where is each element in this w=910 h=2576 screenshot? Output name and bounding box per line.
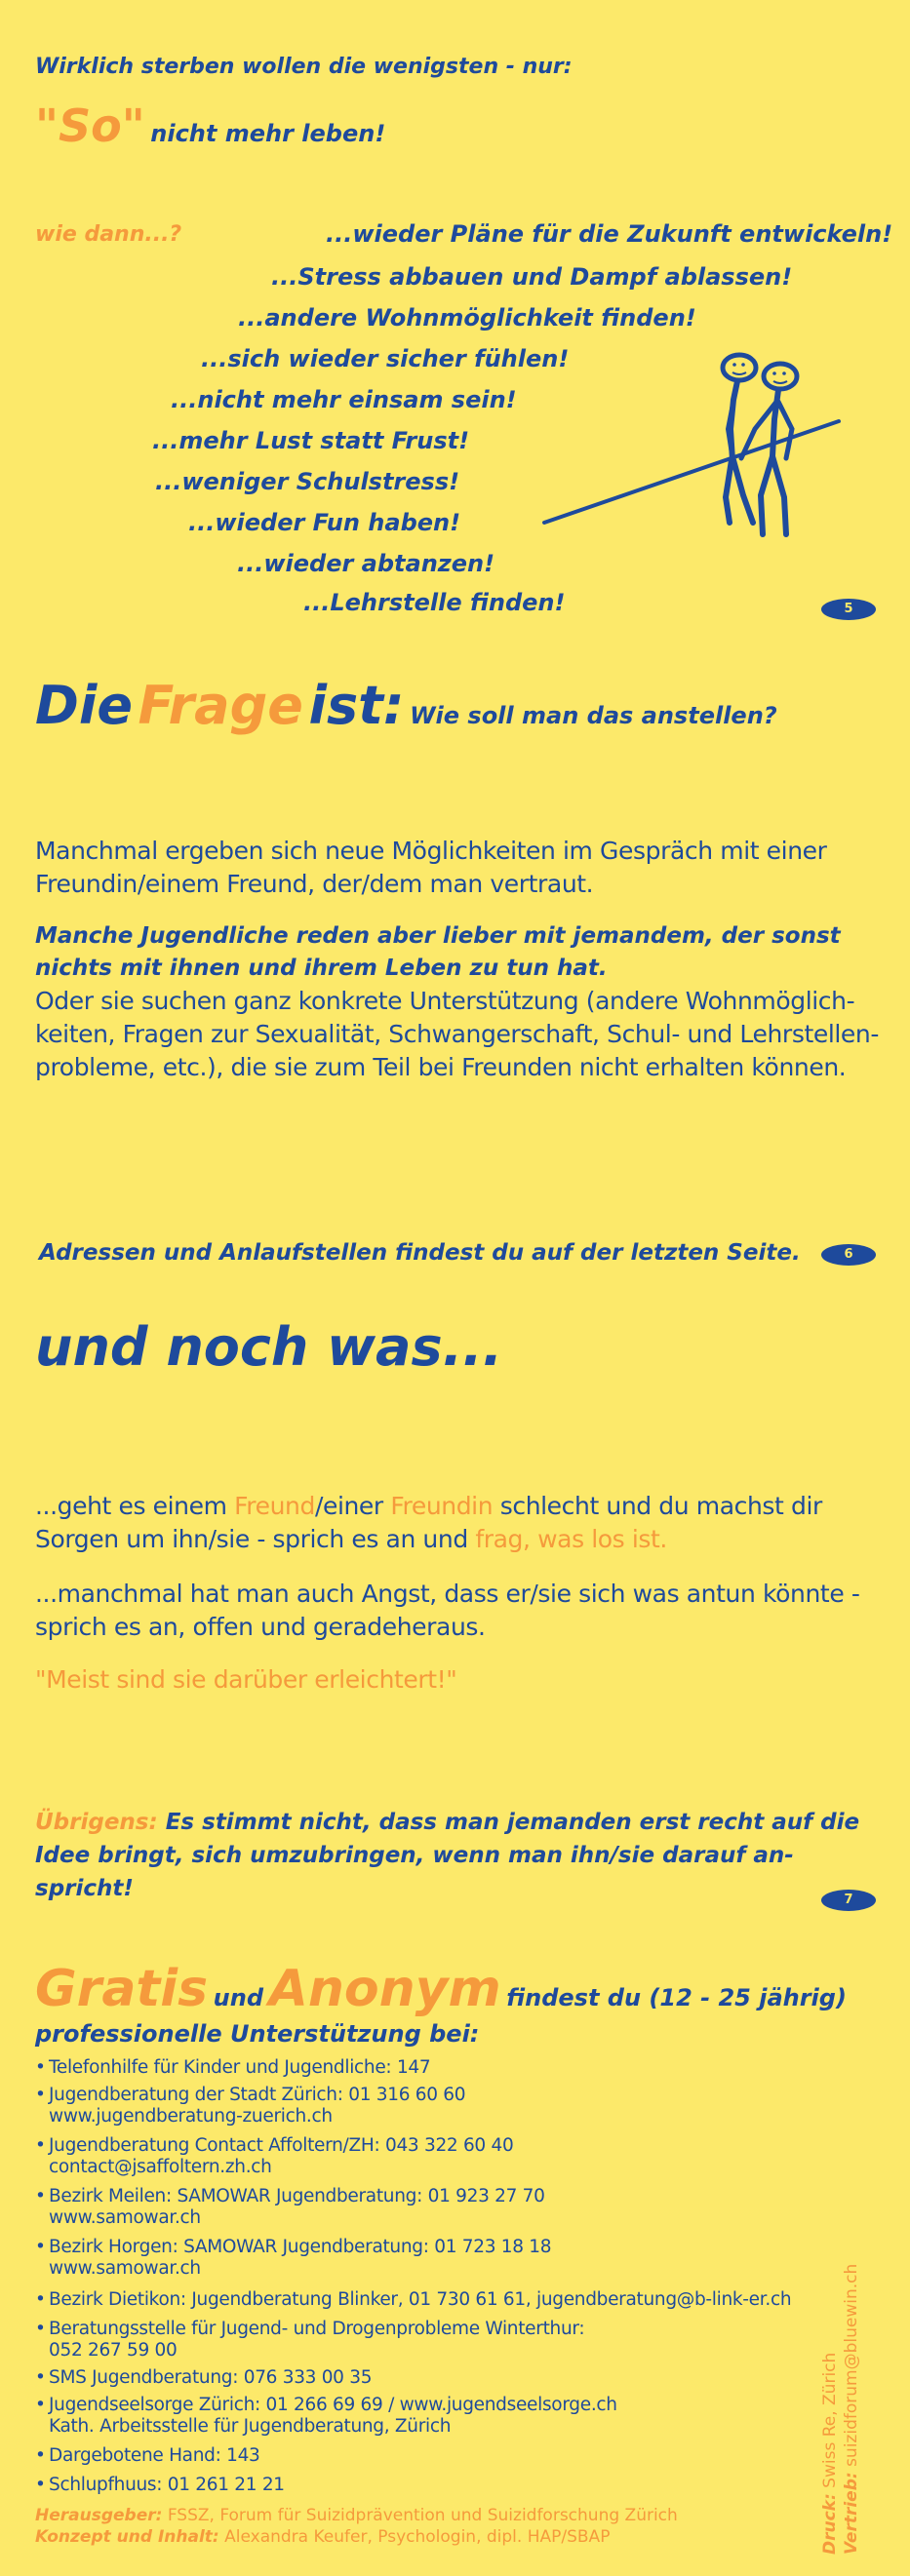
frage-headline [35, 675, 777, 736]
intro-headline [35, 99, 385, 152]
anonym-word: Anonym [268, 1960, 501, 2018]
contact-2-sub: contact@jsaffoltern.zh.ch [49, 2157, 272, 2177]
noch-para1-b: /einer [314, 1492, 391, 1520]
contact-5: • Bezirk Dietikon: Jugendberatung Blinker, 01 730 61 61, jugendberatung@b-link-er.ch [35, 2289, 792, 2310]
quote: "Meist sind sie darüber erleichtert!" [35, 1665, 457, 1694]
wish-6: ...weniger Schulstress! [155, 468, 460, 495]
para2-bold: Manche Jugendliche reden aber lieber mit jemandem, der sonst nichts mit ihnen und ihrem Leben zu tun hat. [35, 923, 841, 981]
konzept-label: Konzept und Inhalt: [35, 2527, 219, 2547]
ist-word: ist: [308, 675, 405, 736]
druck-label: Druck: [820, 2493, 840, 2555]
wish-4: ...nicht mehr einsam sein! [171, 386, 517, 413]
contact-3-sub: www.samowar.ch [49, 2207, 201, 2228]
uebrigens-label: Übrigens: [35, 1810, 158, 1835]
wish-0: ...wieder Pläne für die Zukunft entwickeln! [326, 220, 893, 248]
und-word: und [213, 1984, 263, 2011]
contact-4-sub: www.samowar.ch [49, 2258, 201, 2279]
wish-5: ...mehr Lust statt Frust! [152, 427, 470, 454]
noch-para1-c: schlecht und du machst dir Sorgen um ihn/sie - sprich es an und [35, 1492, 822, 1553]
so-word: "So" [35, 99, 145, 152]
die-word: Die [35, 675, 133, 736]
noch-para1 [35, 1490, 874, 1556]
herausgeber-label: Herausgeber: [35, 2506, 163, 2525]
gratis-word: Gratis [35, 1960, 209, 2018]
freundin-word: Freundin [390, 1492, 494, 1520]
gratis-rest: findest du (12 - 25 jährig) [506, 1984, 847, 2011]
freund-word: Freund [234, 1492, 315, 1520]
frage-word: Frage [138, 675, 303, 736]
gratis-headline [35, 1960, 847, 2018]
page-number-7: 7 [821, 1890, 876, 1911]
contact-2-line: Jugendberatung Contact Affoltern/ZH: 043 322 60 40 [49, 2135, 514, 2156]
contact-7-line: SMS Jugendberatung: 076 333 00 35 [49, 2367, 373, 2388]
wish-3: ...sich wieder sicher fühlen! [201, 345, 570, 372]
contact-10: • Schlupfhuus: 01 261 21 21 [35, 2475, 285, 2495]
contact-6: • Beratungsstelle für Jugend- und Drogenprobleme Winterthur: 052 267 59 00 [35, 2319, 585, 2361]
konzept-value: Alexandra Keufer, Psychologin, dipl. HAP/SBAP [224, 2527, 611, 2547]
intro-rest: nicht mehr leben! [150, 120, 386, 147]
contact-1-sub: www.jugendberatung-zuerich.ch [49, 2106, 333, 2127]
footer-herausgeber [35, 2506, 678, 2525]
contact-3-line: Bezirk Meilen: SAMOWAR Jugendberatung: 01 923 27 70 [49, 2186, 545, 2206]
vertrieb-value: suizidforum@bluewin.ch [842, 2263, 861, 2467]
frage-question: Wie soll man das anstellen? [410, 702, 777, 729]
adressen-hint: Adressen und Anlaufstellen findest du auf der letzten Seite. [39, 1240, 801, 1266]
wie-dann: wie dann...? [35, 222, 182, 247]
vertrieb-label: Vertrieb: [842, 2472, 861, 2555]
uebrigens-text: Es stimmt nicht, dass man jemanden erst recht auf die Idee bringt, sich umzubringen, wenn man ihn/sie darauf an-spricht! [35, 1810, 860, 1901]
noch-para1-a: ...geht es einem [35, 1492, 235, 1520]
footer-konzept [35, 2527, 610, 2547]
contact-8: • Jugendseelsorge Zürich: 01 266 69 69 / www.jugendseelsorge.ch Kath. Arbeitsstelle für Jugendberatung, Zürich [35, 2395, 617, 2437]
page-number-5: 5 [821, 599, 876, 620]
para1: Manchmal ergeben sich neue Möglichkeiten im Gespräch mit einer Freundin/einem Freund, der/dem man vertraut. [35, 837, 827, 898]
herausgeber-value: FSSZ, Forum für Suizidprävention und Suizidforschung Zürich [167, 2506, 678, 2525]
noch-was-headline: und noch was... [35, 1316, 503, 1378]
para2-rest: Oder sie suchen ganz konkrete Unterstützung (andere Wohnmöglich-keiten, Fragen zur Sexualität, Schwangerschaft, Schul- und Lehrstellen-probleme, etc.), die sie zum Teil bei Freunden nicht erhalten können. [35, 987, 879, 1081]
contact-1: • Jugendberatung der Stadt Zürich: 01 316 60 60 www.jugendberatung-zuerich.ch [35, 2085, 466, 2127]
contact-7: • SMS Jugendberatung: 076 333 00 35 [35, 2367, 373, 2388]
stick-figures-illustration [534, 351, 856, 546]
wish-1: ...Stress abbauen und Dampf ablassen! [271, 263, 793, 291]
page-number-6: 6 [821, 1244, 876, 1266]
contact-2: • Jugendberatung Contact Affoltern/ZH: 043 322 60 40 contact@jsaffoltern.zh.ch [35, 2135, 514, 2177]
contact-6-line: Beratungsstelle für Jugend- und Drogenprobleme Winterthur: [49, 2319, 585, 2339]
wish-9: ...Lehrstelle finden! [303, 589, 566, 616]
contact-5-line: Bezirk Dietikon: Jugendberatung Blinker, 01 730 61 61, jugendberatung@b-link-er.ch [49, 2289, 792, 2310]
contact-10-line: Schlupfhuus: 01 261 21 21 [49, 2475, 285, 2495]
intro-line: Wirklich sterben wollen die wenigsten - nur: [35, 55, 573, 79]
contact-6-sub: 052 267 59 00 [49, 2340, 178, 2361]
contact-0: • Telefonhilfe für Kinder und Jugendliche: 147 [35, 2057, 431, 2078]
druck-value: Swiss Re, Zürich [820, 2352, 840, 2488]
contact-1-line: Jugendberatung der Stadt Zürich: 01 316 60 60 [49, 2085, 466, 2105]
side-vertrieb [841, 2264, 862, 2555]
contact-8-sub: Kath. Arbeitsstelle für Jugendberatung, Zürich [49, 2416, 452, 2437]
contact-3: • Bezirk Meilen: SAMOWAR Jugendberatung: 01 923 27 70 www.samowar.ch [35, 2186, 545, 2228]
noch-para2: ...manchmal hat man auch Angst, dass er/sie sich was antun könnte - sprich es an, offen und geradeheraus. [35, 1580, 860, 1641]
uebrigens-block [35, 1806, 874, 1905]
side-credits [819, 2264, 862, 2555]
contact-4-line: Bezirk Horgen: SAMOWAR Jugendberatung: 01 723 18 18 [49, 2237, 552, 2257]
gratis-line2: professionelle Unterstützung bei: [35, 2020, 480, 2048]
frag-phrase: frag, was los ist. [475, 1525, 667, 1553]
contact-8-line: Jugendseelsorge Zürich: 01 266 69 69 / www.jugendseelsorge.ch [49, 2395, 617, 2415]
wish-7: ...wieder Fun haben! [188, 509, 461, 536]
contact-0-line: Telefonhilfe für Kinder und Jugendliche: 147 [49, 2057, 431, 2078]
contact-9: • Dargebotene Hand: 143 [35, 2445, 260, 2466]
contact-9-line: Dargebotene Hand: 143 [49, 2445, 260, 2466]
wish-8: ...wieder abtanzen! [237, 550, 495, 577]
side-druck [819, 2264, 841, 2555]
wish-2: ...andere Wohnmöglichkeit finden! [238, 304, 696, 332]
contact-4: • Bezirk Horgen: SAMOWAR Jugendberatung: 01 723 18 18 www.samowar.ch [35, 2237, 552, 2279]
